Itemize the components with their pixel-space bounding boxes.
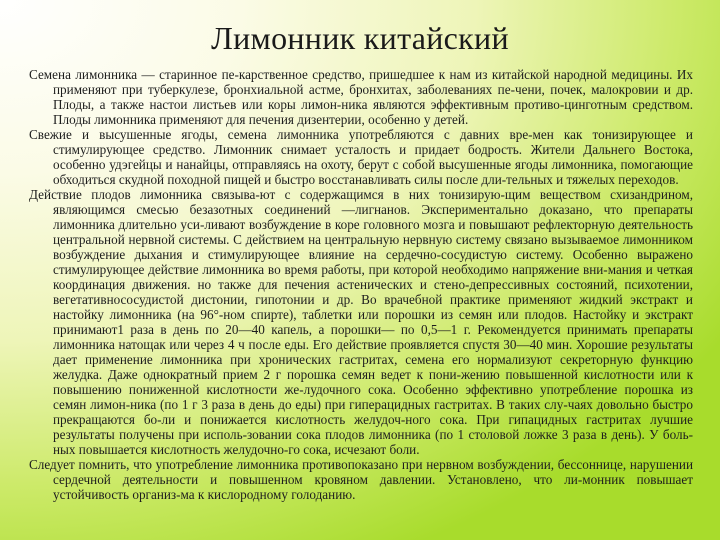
paragraph-contraindications: Следует помнить, что употребление лимонника противопоказано при нервном возбуждении, бессоннице, нарушении сердечной деятельности и повышенном кровяном давлении. Установлено, что ли-монник повышает устойчивость организ-ма к кислородному голоданию. (29, 457, 693, 502)
slide-body (29, 67, 693, 502)
slide-title: Лимонник китайский (211, 20, 509, 56)
paragraph-berries-tonic: Свежие и высушенные ягоды, семена лимонника употребляются с давних вре-мен как тонизирующее и стимулирующее средство. Лимонник снимает усталость и придает бодрость. Жители Дальнего Востока, особенно удэгейцы и нанайцы, отправляясь на охоту, берут с собой высушенные ягоды лимонника, помогающие обходиться скудной походной пищей и быстро восстанавливать силы после дли-тельных и тяжелых переходов. (29, 127, 693, 187)
paragraph-schisandrin-action: Действие плодов лимонника связыва-ют с содержащимся в них тонизирую-щим веществом схизандрином, являющимся смесью безазотных соединений —лигнанов. Экспериментально доказано, что препараты лимонника длительно уси-ливают возбуждение в коре головного мозга и повышают рефлекторную деятельность центральной нервной системы. С действием на центральную нервную систему связано вызываемое лимонником возбуждение дыхания и стимулирующее влияние на сердечно-сосудистую систему. Особенно выражено стимулирующее действие лимонника во время работы, при которой необходимо напряжение вни-мания и четкая координация движения. но также для печения астенических и стено-депрессивных состояний, психотении, вегетативнососудистой дистонии, гипотонии и др. Во врачебной практике применяют жидкий экстракт и настойку лимонника (на 96°-ном спирте), таблетки или порошки из семян или плодов. Настойку и экстракт принимают1 раза в день по 20—40 капель, а порошки— по 0,5—1 г. Рекомендуется принимать препараты лимонника натощак или через 4 ч после еды. Его действие проявляется спустя 30—40 мин. Хорошие результаты дает применение лимонника при хронических гастритах, семена его нормализуют секреторную функцию желудка. Даже однократный прием 2 г порошка семян ведет к пони-жению повышенной кислотности или к повышению пониженной кислотности же-лудочного сока. Особенно эффективно употребление порошка из семян лимон-ника (по 1 г 3 раза в день до еды) при гиперацидных гастритах. В таких слу-чаях довольно быстро прекращаются бо-ли и понижается кислотность желудоч-ного сока. При гипацидных гастритах лучшие результаты получены при исполь-зовании сока плодов лимонника (по 1 столовой ложке 3 раза в день). У боль-ных повышается кислотность желудочно-го сока, исчезают боли. (29, 187, 693, 457)
paragraph-seeds-medicine: Семена лимонника — старинное пе-карственное средство, пришедшее к нам из китайской народной медицины. Их применяют при туберкулезе, бронхиальной астме, бронхитах, заболеваниях пе-чени, почек, малокровии и др. Плоды, а также настои листьев или коры лимон-ника являются эффективным противо-цинготным средством. Плоды лимонника применяют для печения дизентерии, особенно у детей. (29, 67, 693, 127)
